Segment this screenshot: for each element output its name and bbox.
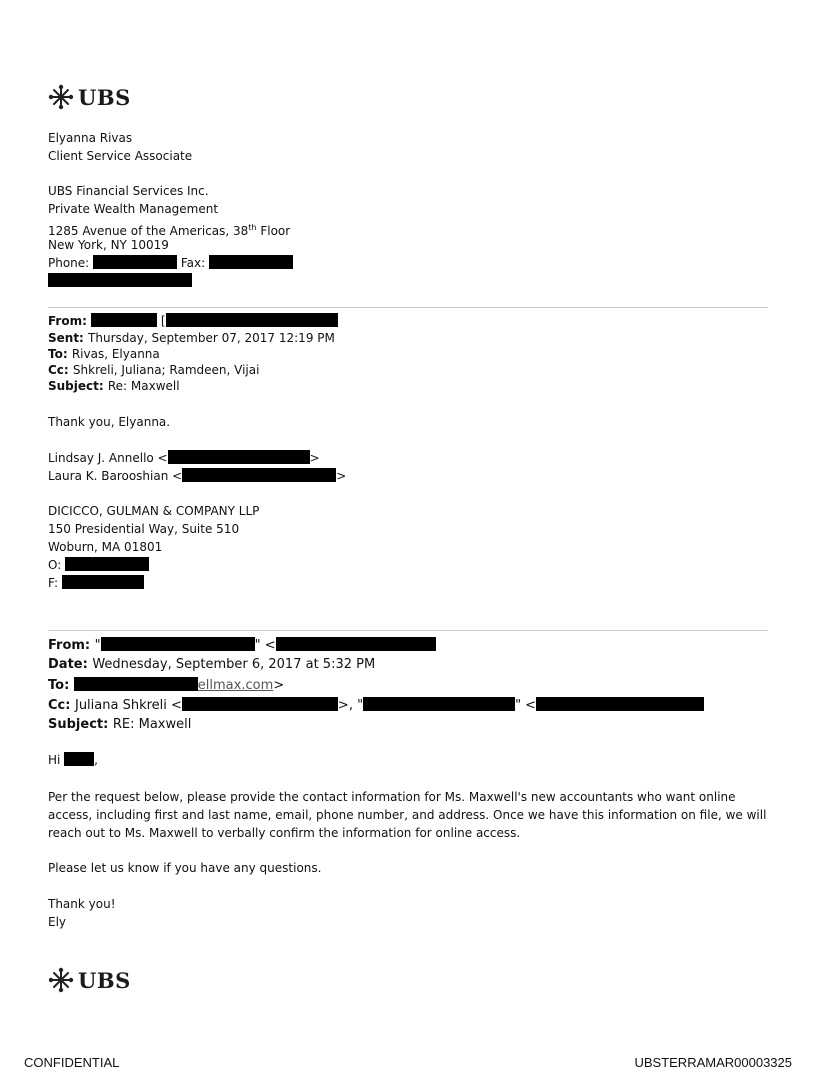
footer-bates-number: UBSTERRAMAR00003325: [634, 1055, 792, 1070]
email1-fax: [48, 575, 144, 592]
email1-person2: [48, 468, 346, 485]
email1-from-bracket: [: [157, 314, 166, 328]
ubs-keys-icon: [48, 967, 74, 993]
redaction-email: [48, 273, 192, 287]
email2-cc: [48, 697, 704, 714]
email2-cc-prefix: Juliana Shkreli <: [74, 698, 182, 713]
email1-firm: DICICCO, GULMAN & COMPANY LLP: [48, 504, 260, 518]
sig-address-floor: Floor: [256, 224, 291, 238]
f-label: F:: [48, 576, 62, 590]
sig-division: Private Wealth Management: [48, 202, 219, 216]
fax-label: Fax:: [177, 256, 209, 270]
email2-from-q2: " <: [254, 638, 276, 653]
ubs-keys-icon: [48, 84, 74, 110]
footer-confidential: CONFIDENTIAL: [24, 1055, 120, 1070]
redaction-office-phone: [65, 557, 149, 571]
email1-office-phone: [48, 557, 149, 574]
hi-text: Hi: [48, 753, 65, 767]
email1-greeting: Thank you, Elyanna.: [48, 415, 171, 429]
email2-sign: Ely: [48, 915, 67, 929]
hi-comma: ,: [94, 753, 98, 767]
divider-2: [48, 630, 768, 631]
email2-para1-line3: reach out to Ms. Maxwell to verbally confirm the information for online access.: [48, 826, 521, 840]
ubs-logo-text: UBS: [78, 84, 131, 110]
redaction-person2-email: [182, 468, 336, 482]
email2-to-label: To:: [48, 678, 74, 693]
email2-cc-mid2: " <: [515, 698, 537, 713]
redaction-cc3: [536, 697, 704, 711]
o-label: O:: [48, 558, 66, 572]
email1-firm-city: Woburn, MA 01801: [48, 540, 163, 554]
email1-sent-label: Sent:: [48, 331, 89, 345]
redaction-cc1: [182, 697, 338, 711]
redaction-from-name: [91, 313, 157, 327]
email2-date: [48, 656, 375, 673]
person1-name: Lindsay J. Annello <: [48, 451, 168, 465]
email1-to: [48, 346, 160, 363]
email2-from-label: From:: [48, 638, 95, 653]
sig-city: New York, NY 10019: [48, 238, 169, 252]
email2-para1-line2: access, including first and last name, email, phone number, and address. Once we have this information on file, we will: [48, 808, 767, 822]
email2-hi: [48, 752, 98, 769]
email2-from: [48, 637, 436, 654]
email1-subject-label: Subject:: [48, 379, 108, 393]
email2-to-domain[interactable]: ellmax.com: [197, 678, 274, 693]
person2-close: >: [336, 469, 347, 483]
redaction-email2-to: [74, 677, 198, 691]
email2-cc-label: Cc:: [48, 698, 75, 713]
email1-person1: [48, 450, 320, 467]
email1-to-label: To:: [48, 347, 72, 361]
phone-label: Phone:: [48, 256, 94, 270]
email1-cc-value: Shkreli, Juliana; Ramdeen, Vijai: [72, 363, 260, 377]
email1-to-value: Rivas, Elyanna: [71, 347, 160, 361]
sig-title: Client Service Associate: [48, 149, 193, 163]
redaction-person1-email: [168, 450, 310, 464]
email1-sent-value: Thursday, September 07, 2017 12:19 PM: [88, 331, 335, 345]
email2-to: [48, 677, 284, 694]
person2-name: Laura K. Barooshian <: [48, 469, 183, 483]
email2-para2: Please let us know if you have any questions.: [48, 861, 322, 875]
email1-subject-value: Re: Maxwell: [107, 379, 180, 393]
sig-company: UBS Financial Services Inc.: [48, 184, 209, 198]
email1-sent: [48, 330, 335, 347]
ubs-logo-text-bottom: UBS: [78, 967, 131, 993]
sig-address-main: 1285 Avenue of the Americas, 38: [48, 224, 249, 238]
email2-from-q1: ": [94, 638, 101, 653]
ubs-logo-bottom: [48, 967, 131, 993]
sig-address-sup: th: [248, 223, 257, 232]
divider-1: [48, 307, 768, 308]
email2-thanks: Thank you!: [48, 897, 116, 911]
email2-date-value: Wednesday, September 6, 2017 at 5:32 PM: [92, 657, 376, 672]
email1-from-label: From:: [48, 314, 92, 328]
email1-subject: [48, 378, 180, 395]
email2-subject-label: Subject:: [48, 717, 113, 732]
redaction-cc2: [363, 697, 515, 711]
redaction-hi-name: [64, 752, 94, 766]
redaction-email2-from-name: [101, 637, 255, 651]
sig-phone-line: [48, 255, 293, 272]
email1-firm-address: 150 Presidential Way, Suite 510: [48, 522, 240, 536]
ubs-logo-top: [48, 84, 131, 110]
redaction-email2-from-email: [276, 637, 436, 651]
sig-email-line: [48, 273, 192, 290]
email2-para1-line1: Per the request below, please provide the contact information for Ms. Maxwell's new accountants who want online: [48, 790, 736, 804]
email2-cc-mid: >, ": [337, 698, 364, 713]
redaction-fax2: [62, 575, 144, 589]
email2-subject: [48, 716, 191, 733]
sig-name: Elyanna Rivas: [48, 131, 133, 145]
redaction-from-email: [166, 313, 338, 327]
email1-cc-label: Cc:: [48, 363, 73, 377]
email1-from: [48, 313, 338, 330]
email2-to-close: >: [273, 678, 285, 693]
email1-cc: [48, 362, 259, 379]
email2-subject-value: RE: Maxwell: [112, 717, 192, 732]
redaction-fax: [209, 255, 293, 269]
redaction-phone: [93, 255, 177, 269]
person1-close: >: [309, 451, 320, 465]
email2-date-label: Date:: [48, 657, 93, 672]
